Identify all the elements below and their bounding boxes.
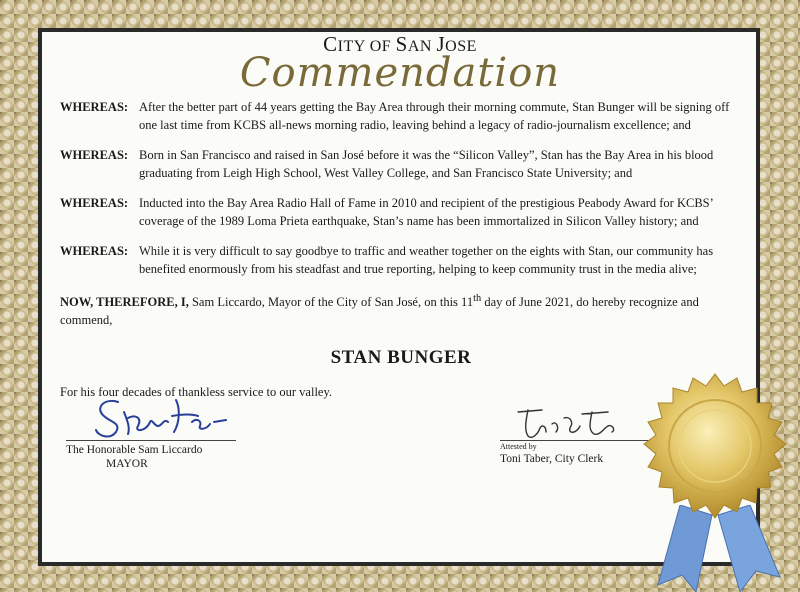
resolution-paragraph: NOW, THEREFORE, I, Sam Liccardo, Mayor of the City of San José, on this 11th day of June 2021, do hereby recognize and commend,: [60, 293, 699, 328]
whereas-clause: [60, 146, 742, 182]
whereas-text: While it is very difficult to say goodbye to traffic and weather together on the eights with Stan, our community has benefited enormously from his steadfast and true reporting, helping to keep community trust in the media alive;: [139, 244, 714, 276]
whereas-clause: [60, 242, 742, 278]
certificate-body: [60, 98, 742, 401]
mayor-title: MAYOR: [106, 458, 148, 470]
clerk-signature-line: [500, 440, 650, 441]
whereas-text: Inducted into the Bay Area Radio Hall of Fame in 2010 and recipient of the prestigious Peabody Award for KCBS’ coverage of the 1989 Loma Prieta earthquake, Stan’s name has been immortalized in Silicon Valley history; and: [139, 196, 713, 228]
whereas-label: WHEREAS:: [60, 100, 129, 114]
resolution-lead: NOW, THEREFORE, I,: [60, 295, 189, 310]
whereas-text: After the better part of 44 years getting the Bay Area through their morning commute, Stan Bunger will be signing off one last time from KCBS all-news morning radio, leaving behind a legacy of radio-journalism excellence; and: [139, 100, 730, 132]
mayor-signature: [88, 392, 238, 444]
clerk-signature: [512, 404, 622, 442]
attested-by-label: Attested by: [500, 442, 537, 451]
gold-seal: [640, 372, 790, 522]
clerk-name: Toni Taber, City Clerk: [500, 453, 604, 465]
whereas-label: WHEREAS:: [60, 196, 129, 210]
honoree-name: STAN BUNGER: [330, 347, 472, 369]
document-title: Commendation: [239, 50, 561, 96]
whereas-label: WHEREAS:: [60, 244, 129, 258]
whereas-text: Born in San Francisco and raised in San José before it was the “Silicon Valley”, Stan has the Bay Area in his blood graduating from Leigh High School, West Valley College, and San Francisco State University; and: [139, 148, 714, 180]
whereas-clause: [60, 98, 742, 134]
city-heading: CITY OF SAN JOSE: [323, 32, 477, 56]
tribute-line: For his four decades of thankless service to our valley.: [60, 385, 333, 400]
mayor-name: The Honorable Sam Liccardo: [66, 444, 203, 456]
mayor-signature-line: [66, 440, 236, 441]
mayor-signature-block: [66, 443, 246, 471]
whereas-clause: [60, 194, 742, 230]
whereas-label: WHEREAS:: [60, 148, 129, 162]
